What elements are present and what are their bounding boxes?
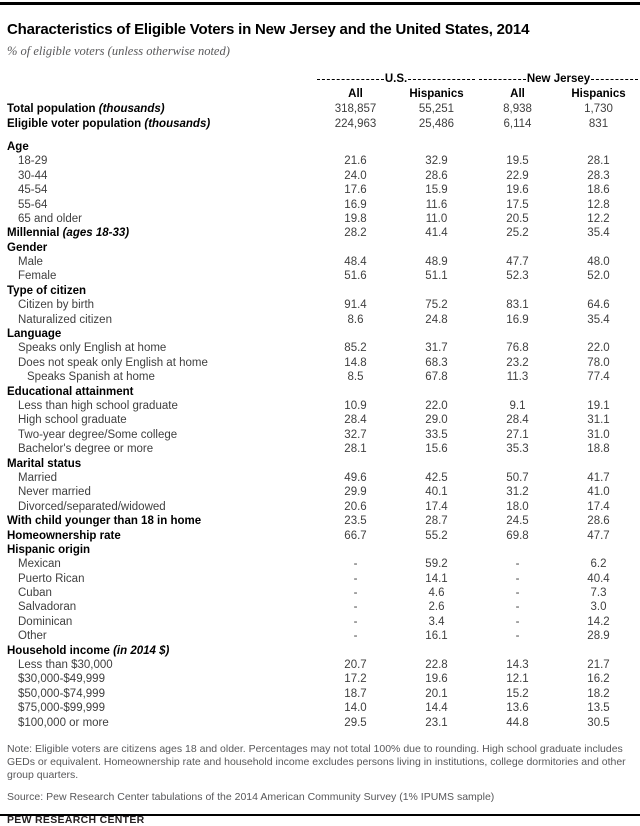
column-header-us-hispanics: Hispanics: [409, 88, 464, 100]
table-row: [7, 312, 634, 326]
cell-value: 22.9: [506, 169, 529, 182]
cell-value: 16.9: [344, 198, 367, 211]
cell-value: 9.1: [509, 400, 526, 412]
row-label: 18-29: [18, 155, 48, 168]
cell-value: 18.8: [587, 443, 610, 456]
cell-value: 77.4: [587, 371, 610, 384]
cell-value: -: [353, 558, 358, 571]
row-label: High school graduate: [18, 414, 127, 427]
row-label: Mexican: [18, 558, 61, 571]
cell-value: 75.2: [425, 299, 448, 312]
row-label: Does not speak only English at home: [18, 356, 208, 369]
cell-value: 1,730: [584, 103, 613, 116]
column-group-new-jersey: [477, 72, 640, 86]
table-row: [7, 341, 634, 355]
row-label: Speaks Spanish at home: [27, 371, 155, 384]
cell-value: 831: [588, 117, 609, 130]
cell-value: 31.1: [587, 414, 610, 427]
row-label: Male: [18, 256, 43, 269]
cell-value: 28.4: [344, 414, 367, 427]
table-row: [7, 226, 634, 240]
cell-value: 18.7: [344, 687, 367, 700]
cell-value: 64.6: [587, 299, 610, 312]
row-label: 30-44: [18, 169, 48, 182]
cell-value: 20.1: [425, 687, 448, 700]
table-row: [7, 116, 634, 130]
cell-value: 19.5: [506, 155, 529, 168]
note-text: Note: Eligible voters are citizens ages 18 and older. Percentages may not total 100% due to rounding. High school graduate includes GEDs or equivalent. Homeownership rate and household income excludes persons living in institutions, college dormitories and other group quarters.: [7, 742, 626, 781]
cell-value: -: [515, 572, 520, 585]
cell-value: 17.6: [344, 184, 367, 197]
cell-value: 28.9: [587, 630, 610, 643]
row-label: Hispanic origin: [7, 543, 91, 556]
cell-value: 78.0: [587, 356, 610, 369]
cell-value: 14.8: [344, 356, 367, 369]
row-label: Household income (in 2014 $): [7, 644, 170, 657]
cell-value: 21.6: [344, 155, 367, 168]
row-label-note: (in 2014 $): [109, 644, 170, 657]
cell-value: 11.3: [506, 371, 529, 384]
cell-value: 44.8: [506, 716, 529, 729]
cell-value: 8.6: [347, 313, 364, 326]
row-label: Salvadoran: [18, 601, 77, 614]
cell-value: 17.4: [425, 500, 448, 513]
cell-value: 12.2: [587, 212, 610, 225]
table-row: [7, 269, 634, 283]
table-body: [7, 102, 634, 730]
cell-value: 224,963: [334, 117, 377, 130]
cell-value: 69.8: [506, 529, 529, 542]
table-row: [7, 629, 634, 643]
cell-value: 14.3: [506, 659, 529, 672]
table-row: [7, 428, 634, 442]
cell-value: 20.7: [344, 659, 367, 672]
table-row: [7, 241, 634, 255]
cell-value: 7.3: [590, 587, 607, 600]
cell-value: 13.5: [587, 702, 610, 715]
cell-value: 17.5: [506, 198, 529, 211]
cell-value: 22.8: [425, 659, 448, 672]
cell-value: 55,251: [418, 103, 455, 116]
row-label-note: (thousands): [141, 117, 211, 130]
table-row: [7, 370, 634, 384]
cell-value: 66.7: [344, 529, 367, 542]
cell-value: 19.6: [425, 673, 448, 686]
table-row: [7, 687, 634, 701]
page-title: Characteristics of Eligible Voters in New Jersey and the United States, 2014: [7, 21, 530, 38]
row-label: 55-64: [18, 198, 48, 211]
cell-value: 19.1: [587, 400, 610, 412]
cell-value: 8,938: [503, 103, 532, 116]
top-divider: [0, 2, 640, 5]
cell-value: 55.2: [425, 529, 448, 542]
table-row: [7, 514, 634, 528]
cell-value: 41.4: [425, 227, 448, 240]
table-row: [7, 471, 634, 485]
row-label: Never married: [18, 486, 91, 499]
row-label: Speaks only English at home: [18, 342, 167, 355]
cell-value: 24.5: [506, 515, 529, 528]
table-row: [7, 528, 634, 542]
cell-value: 41.7: [587, 471, 610, 484]
cell-value: 18.0: [506, 500, 529, 513]
cell-value: 23.5: [344, 515, 367, 528]
row-label: $30,000-$49,999: [18, 673, 105, 686]
row-label: Gender: [7, 241, 48, 254]
cell-value: 22.0: [587, 342, 610, 355]
row-label: Less than $30,000: [18, 659, 113, 672]
cell-value: -: [515, 615, 520, 628]
row-label: Less than high school graduate: [18, 400, 178, 412]
cell-value: 14.4: [425, 702, 448, 715]
table-row: [7, 140, 634, 154]
label-column-spacer: [7, 72, 315, 86]
row-label: Married: [18, 471, 57, 484]
cell-value: 52.3: [506, 270, 529, 283]
table-row: [7, 154, 634, 168]
cell-value: 28.1: [344, 443, 367, 456]
table-row: [7, 672, 634, 686]
cell-value: 3.4: [428, 615, 445, 628]
cell-value: 22.0: [425, 400, 448, 412]
cell-value: 21.7: [587, 659, 610, 672]
row-label: Divorced/separated/widowed: [18, 500, 166, 513]
cell-value: 28.7: [425, 515, 448, 528]
brand-footer: PEW RESEARCH CENTER: [7, 813, 145, 826]
table-row: [7, 442, 634, 456]
cell-value: -: [353, 587, 358, 600]
cell-value: 29.5: [344, 716, 367, 729]
cell-value: 28.3: [587, 169, 610, 182]
cell-value: 318,857: [334, 103, 377, 116]
cell-value: 41.0: [587, 486, 610, 499]
cell-value: 4.6: [428, 587, 445, 600]
table-row: [7, 356, 634, 370]
row-label: Dominican: [18, 615, 73, 628]
cell-value: 83.1: [506, 299, 529, 312]
row-label: Cuban: [18, 587, 52, 600]
table-row: [7, 615, 634, 629]
table-row: [7, 485, 634, 499]
cell-value: 23.2: [506, 356, 529, 369]
table-row: [7, 543, 634, 557]
cell-value: 6.2: [590, 558, 607, 571]
cell-value: 23.1: [425, 716, 448, 729]
cell-value: 91.4: [344, 299, 367, 312]
table-row: [7, 197, 634, 211]
cell-value: 19.6: [506, 184, 529, 197]
cell-value: 14.2: [587, 615, 610, 628]
dash-line: [479, 79, 526, 80]
cell-value: 28.4: [506, 414, 529, 427]
table-row: [7, 456, 634, 470]
cell-value: 11.6: [425, 198, 448, 211]
cell-value: -: [353, 630, 358, 643]
cell-value: 48.4: [344, 256, 367, 269]
row-label: Eligible voter population (thousands): [7, 117, 211, 130]
dash-line: [408, 79, 475, 80]
cell-value: 20.6: [344, 500, 367, 513]
cell-value: 35.4: [587, 227, 610, 240]
cell-value: 18.2: [587, 687, 610, 700]
cell-value: 76.8: [506, 342, 529, 355]
cell-value: 29.9: [344, 486, 367, 499]
cell-value: 51.6: [344, 270, 367, 283]
cell-value: 47.7: [506, 256, 529, 269]
column-header-nj-hispanics: Hispanics: [571, 88, 626, 100]
table-row: [7, 284, 634, 298]
column-header-nj-all: All: [510, 88, 525, 100]
table-row: [7, 183, 634, 197]
table-row: [7, 399, 634, 413]
row-label: Marital status: [7, 457, 82, 470]
cell-value: 15.2: [506, 687, 529, 700]
cell-value: 35.4: [587, 313, 610, 326]
cell-value: 85.2: [344, 342, 367, 355]
cell-value: 59.2: [425, 558, 448, 571]
cell-value: 67.8: [425, 371, 448, 384]
cell-value: 17.4: [587, 500, 610, 513]
row-label: 45-54: [18, 184, 48, 197]
row-label-note: (ages 18-33): [59, 227, 130, 240]
cell-value: 32.7: [344, 428, 367, 441]
cell-value: 25.2: [506, 227, 529, 240]
dash-line: [591, 79, 638, 80]
cell-value: 35.3: [506, 443, 529, 456]
dash-line: [317, 79, 384, 80]
row-label: Type of citizen: [7, 284, 87, 297]
row-label: Two-year degree/Some college: [18, 428, 178, 441]
cell-value: 16.1: [425, 630, 448, 643]
cell-value: 31.2: [506, 486, 529, 499]
cell-value: -: [353, 572, 358, 585]
row-label: Homeownership rate: [7, 529, 121, 542]
cell-value: 30.5: [587, 716, 610, 729]
table-row: [7, 212, 634, 226]
row-label: $75,000-$99,999: [18, 702, 105, 715]
column-groups-row: [7, 72, 634, 86]
row-label: Language: [7, 328, 62, 341]
column-headers-row: [7, 86, 634, 102]
cell-value: -: [353, 601, 358, 614]
column-group-label: U.S.: [384, 73, 408, 85]
cell-value: 20.5: [506, 212, 529, 225]
cell-value: 19.8: [344, 212, 367, 225]
cell-value: 2.6: [428, 601, 445, 614]
row-label: $100,000 or more: [18, 716, 109, 729]
cell-value: 33.5: [425, 428, 448, 441]
column-group-label: New Jersey: [526, 73, 591, 85]
cell-value: 48.0: [587, 256, 610, 269]
cell-value: 31.7: [425, 342, 448, 355]
row-label: Age: [7, 140, 29, 153]
column-group-us: [315, 72, 477, 86]
cell-value: 31.0: [587, 428, 610, 441]
row-label: Citizen by birth: [18, 299, 95, 312]
cell-value: -: [515, 558, 520, 571]
cell-value: 40.4: [587, 572, 610, 585]
cell-value: 3.0: [590, 601, 607, 614]
bottom-divider: [0, 814, 640, 816]
cell-value: 51.1: [425, 270, 448, 283]
column-header-us-all: All: [348, 88, 363, 100]
table-row: [7, 327, 634, 341]
table-row: [7, 384, 634, 398]
cell-value: -: [515, 630, 520, 643]
row-label: Educational attainment: [7, 385, 134, 398]
table-row: [7, 169, 634, 183]
table-row: [7, 658, 634, 672]
cell-value: -: [353, 615, 358, 628]
cell-value: 17.2: [344, 673, 367, 686]
table-row: [7, 255, 634, 269]
cell-value: 29.0: [425, 414, 448, 427]
row-label: Other: [18, 630, 47, 643]
row-label: Bachelor's degree or more: [18, 443, 154, 456]
cell-value: -: [515, 601, 520, 614]
cell-value: 13.6: [506, 702, 529, 715]
cell-value: 14.1: [425, 572, 448, 585]
cell-value: 28.6: [425, 169, 448, 182]
cell-value: 16.2: [587, 673, 610, 686]
row-label: $50,000-$74,999: [18, 687, 105, 700]
cell-value: 28.6: [587, 515, 610, 528]
cell-value: 18.6: [587, 184, 610, 197]
cell-value: 14.0: [344, 702, 367, 715]
source-text: Source: Pew Research Center tabulations of the 2014 American Community Survey (1% IPUMS sample): [7, 790, 495, 803]
cell-value: 28.2: [344, 227, 367, 240]
row-label: Millennial (ages 18-33): [7, 227, 130, 240]
row-label: Puerto Rican: [18, 572, 85, 585]
row-label-note: (thousands): [95, 103, 165, 116]
cell-value: 27.1: [506, 428, 529, 441]
table-row: [7, 500, 634, 514]
cell-value: 11.0: [425, 212, 448, 225]
cell-value: 40.1: [425, 486, 448, 499]
cell-value: 42.5: [425, 471, 448, 484]
cell-value: 6,114: [503, 117, 532, 130]
cell-value: 25,486: [418, 117, 455, 130]
table-row: [7, 701, 634, 715]
cell-value: 32.9: [425, 155, 448, 168]
table-row: [7, 600, 634, 614]
row-label: 65 and older: [18, 212, 82, 225]
table-row: [7, 643, 634, 657]
cell-value: 15.9: [425, 184, 448, 197]
row-label: Naturalized citizen: [18, 313, 112, 326]
cell-value: 50.7: [506, 471, 529, 484]
page-subtitle: % of eligible voters (unless otherwise noted): [7, 44, 230, 58]
cell-value: 24.8: [425, 313, 448, 326]
cell-value: 8.5: [347, 371, 364, 384]
table-row: [7, 298, 634, 312]
row-label: With child younger than 18 in home: [7, 515, 202, 528]
table-row: [7, 715, 634, 729]
table-row: [7, 572, 634, 586]
row-label: Female: [18, 270, 57, 283]
cell-value: 68.3: [425, 356, 448, 369]
report-figure: [0, 20, 640, 826]
cell-value: 24.0: [344, 169, 367, 182]
cell-value: 52.0: [587, 270, 610, 283]
table-row: [7, 413, 634, 427]
cell-value: 49.6: [344, 471, 367, 484]
table-row: [7, 557, 634, 571]
cell-value: 10.9: [344, 400, 367, 412]
cell-value: 15.6: [425, 443, 448, 456]
table-row: [7, 102, 634, 116]
row-label: Total population (thousands): [7, 103, 165, 116]
cell-value: 12.8: [587, 198, 610, 211]
cell-value: -: [515, 587, 520, 600]
cell-value: 28.1: [587, 155, 610, 168]
cell-value: 47.7: [587, 529, 610, 542]
cell-value: 12.1: [506, 673, 529, 686]
cell-value: 16.9: [506, 313, 529, 326]
table-row: [7, 586, 634, 600]
cell-value: 48.9: [425, 256, 448, 269]
